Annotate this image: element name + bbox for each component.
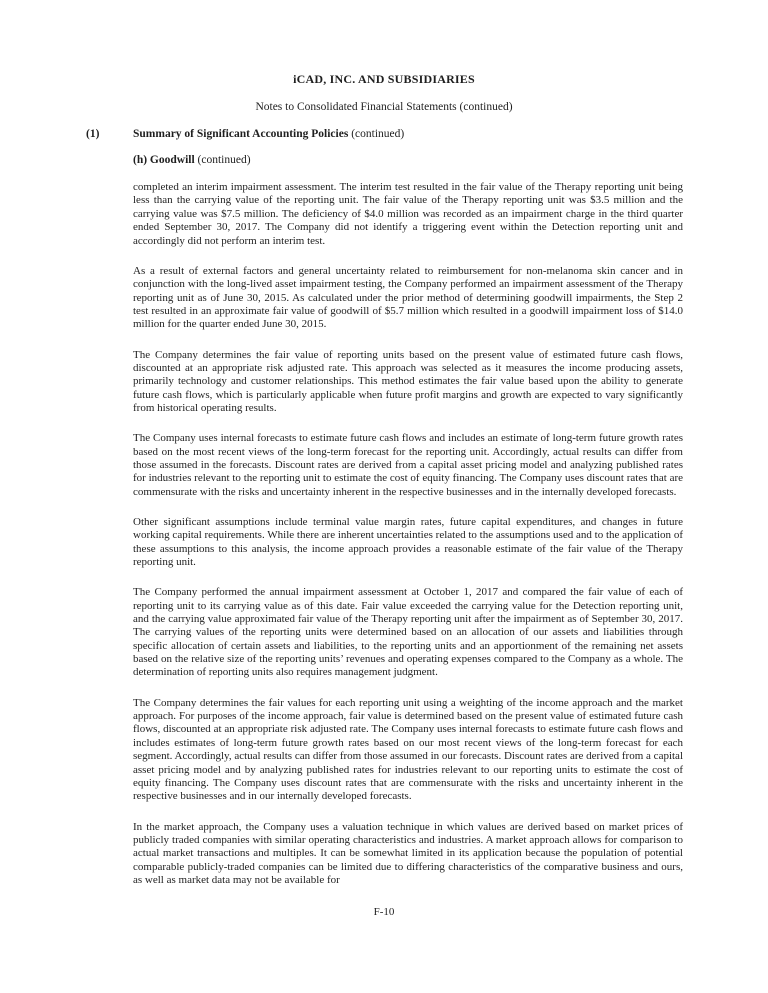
paragraph-1: completed an interim impairment assessment. The interim test resulted in the fair value of the Therapy reporting unit being less than the carrying value of the reporting unit. The fair value of the Therapy reporting unit was $3.5 million and the carrying value was $7.5 million. The deficiency of $4.0 million was recorded as an impairment charge in the third quarter ended September 30, 2017. The Company did not identify a triggering event within the Detection reporting unit and accordingly did not perform an interim test. bbox=[133, 181, 683, 247]
subsection-heading bbox=[133, 154, 768, 167]
paragraph-7: The Company determines the fair values for each reporting unit using a weighting of the income approach and the market approach. For purposes of the income approach, fair value is determined based on the present value of estimated future cash flows, discounted at an appropriate risk adjusted rate. The Company uses internal forecasts to estimate future cash flows and includes estimates of long-term future growth rates based on our most recent views of the long-term forecast for each segment. Accordingly, actual results can differ from those assumed in our forecasts. Discount rates are derived from a capital asset pricing model and by analyzing published rates for industries relevant to our reporting units to estimate the cost of equity financing. The Company uses discount rates that are commensurate with the risks and uncertainty inherent in the respective businesses and in our internally developed forecasts. bbox=[133, 696, 683, 803]
note-title: Summary of Significant Accounting Policies bbox=[133, 127, 349, 140]
note-heading bbox=[86, 128, 768, 141]
paragraph-3: The Company determines the fair value of reporting units based on the present value of estimated future cash flows, discounted at an appropriate risk adjusted rate. This approach was selected as it measures the income producing assets, primarily technology and customer relationships. This method estimates the fair value based upon the ability to generate future cash flows, which is particularly applicable when future profit margins and growth are expected to vary significantly from historical operating results. bbox=[133, 348, 683, 414]
page-footer bbox=[0, 906, 768, 919]
subsection-title: (h) Goodwill bbox=[133, 153, 195, 166]
paragraph-2: As a result of external factors and general uncertainty related to reimbursement for non-melanoma skin cancer and in conjunction with the long-lived asset impairment testing, the Company performed an impairment assessment of the Therapy reporting unit as of June 30, 2015. As calculated under the prior method of determining goodwill impairments, the Step 2 test resulted in an approximate fair value of goodwill of $5.7 million which resulted in a goodwill impairment loss of $14.0 million for the quarter ended June 30, 2015. bbox=[133, 264, 683, 331]
note-title-continued: (continued) bbox=[348, 127, 405, 140]
page-number: F-10 bbox=[373, 906, 395, 919]
paragraph-8: In the market approach, the Company uses a valuation technique in which values are derived based on market prices of publicly traded companies with similar operating characteristics and industries. A market approach allows for comparison to actual market transactions and multiples. It can be somewhat limited in its application because the population of potential comparable publicly-traded companies can be limited due to differing characteristics of the comparative business and ours, as well as market data may not be available for bbox=[133, 820, 683, 886]
note-body bbox=[133, 181, 683, 887]
subsection-continued: (continued) bbox=[194, 153, 251, 166]
document-header bbox=[0, 73, 768, 114]
paragraph-5: Other significant assumptions include terminal value margin rates, future capital expenditures, and changes in future working capital requirements. While there are inherent uncertainties related to the assumptions used and to the application of these assumptions to this analysis, the income approach provides a reasonable estimate of the fair value of the Therapy reporting unit. bbox=[133, 516, 683, 569]
note-number: (1) bbox=[86, 127, 100, 140]
notes-subtitle: Notes to Consolidated Financial Statements (continued) bbox=[255, 100, 513, 113]
company-title: iCAD, INC. AND SUBSIDIARIES bbox=[293, 72, 475, 86]
paragraph-4: The Company uses internal forecasts to estimate future cash flows and includes an estimate of long-term future growth rates based on the most recent views of the long-term forecast for the reporting unit. Accordingly, actual results can differ from those assumed in the forecasts. Discount rates are derived from a capital asset pricing model and analyzing published rates for industries relevant to the reporting unit to estimate the cost of equity financing. The Company uses discount rates that are commensurate with the risks and uncertainty inherent in the respective businesses and in the internally developed forecasts. bbox=[133, 432, 683, 498]
note-title-wrap bbox=[133, 128, 768, 141]
paragraph-6: The Company performed the annual impairment assessment at October 1, 2017 and compared the fair value of each of reporting unit to its carrying value as of this date. Fair value exceeded the carrying value for the Detection reporting unit, and the carrying value approximated fair value of the Therapy reporting unit after the impairment as of September 30, 2017. The carrying values of the reporting units were determined based on an allocation of our assets and liabilities through specific allocation of certain assets and liabilities, to the reporting units and an apportionment of the remaining net assets based on the relative size of the reporting units’ revenues and operating expenses compared to the Company as a whole. The determination of reporting units also requires management judgment. bbox=[133, 586, 683, 679]
